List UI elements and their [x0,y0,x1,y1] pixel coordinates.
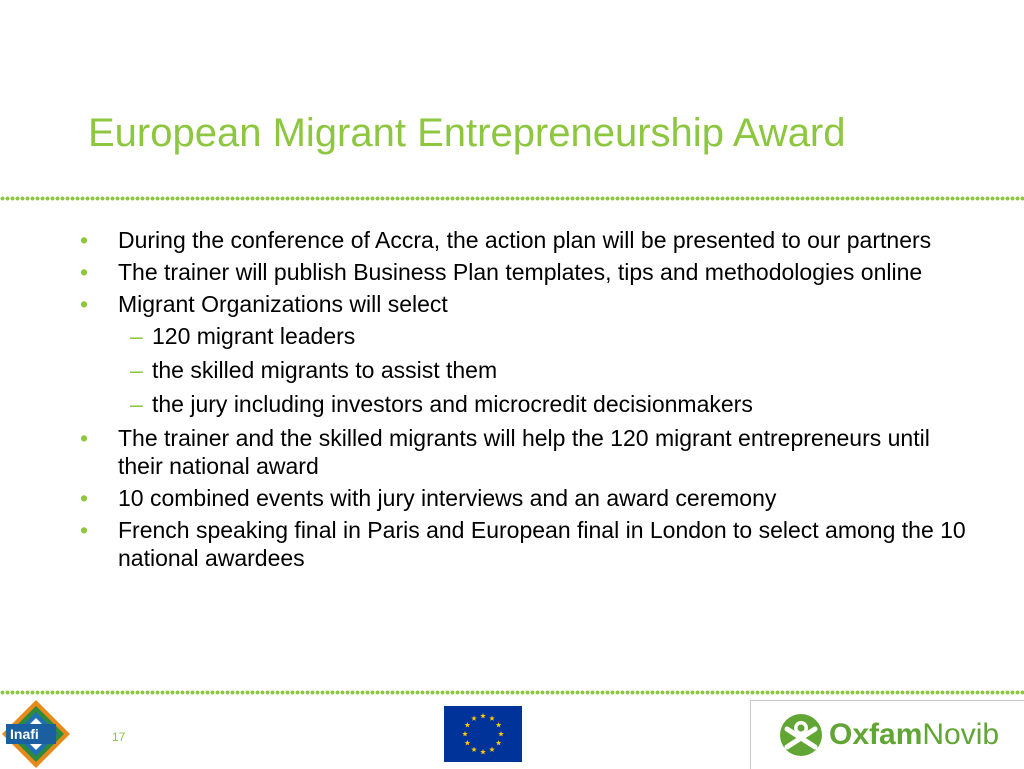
bullet-item [80,516,980,572]
oxfam-novib-logo [750,700,1024,769]
bullet-item [80,258,980,286]
bullet-text: During the conference of Accra, the action plan will be presented to our partners [118,227,932,253]
top-dotted-divider [0,196,1024,201]
bullet-text: The trainer and the skilled migrants will help the 120 migrant entrepreneurs until their national award [118,425,930,479]
bullet-mark: • [80,291,89,317]
sub-bullet-item [80,356,980,384]
bullet-mark: • [80,425,89,451]
bullet-mark: • [80,517,89,543]
bullet-text: Migrant Organizations will select [118,291,448,317]
page-number: 17 [112,730,126,744]
inafi-logo [0,698,72,768]
novib-word: Novib [922,718,1000,751]
bullet-item [80,226,980,254]
bullet-mark: • [80,259,89,285]
sub-bullet-mark: – [130,391,143,417]
bottom-dotted-divider [0,690,1024,695]
bullet-text: 10 combined events with jury interviews and an award ceremony [118,485,777,511]
sub-bullet-item [80,390,980,418]
bullet-item [80,290,980,318]
sub-bullet-text: 120 migrant leaders [152,323,356,349]
sub-bullet-mark: – [130,323,143,349]
bullet-item [80,424,980,480]
bullet-text: The trainer will publish Business Plan templates, tips and methodologies online [118,259,923,285]
inafi-logo-text: Inafi [10,726,39,742]
slide-title: European Migrant Entrepreneurship Award [88,111,846,155]
bullet-item [80,484,980,512]
bullet-mark: • [80,227,89,253]
bullet-mark: • [80,485,89,511]
oxfam-icon [779,713,823,757]
slide-content [80,226,980,576]
oxfam-word: Oxfam [829,718,923,751]
sub-bullet-item [80,322,980,350]
oxfam-novib-wordmark [829,717,999,753]
eu-flag-logo [444,706,522,762]
sub-bullet-mark: – [130,357,143,383]
sub-bullet-text: the jury including investors and microcredit decisionmakers [152,391,753,417]
bullet-text: French speaking final in Paris and European final in London to select among the 10 national awardees [118,517,966,571]
sub-bullet-text: the skilled migrants to assist them [152,357,498,383]
